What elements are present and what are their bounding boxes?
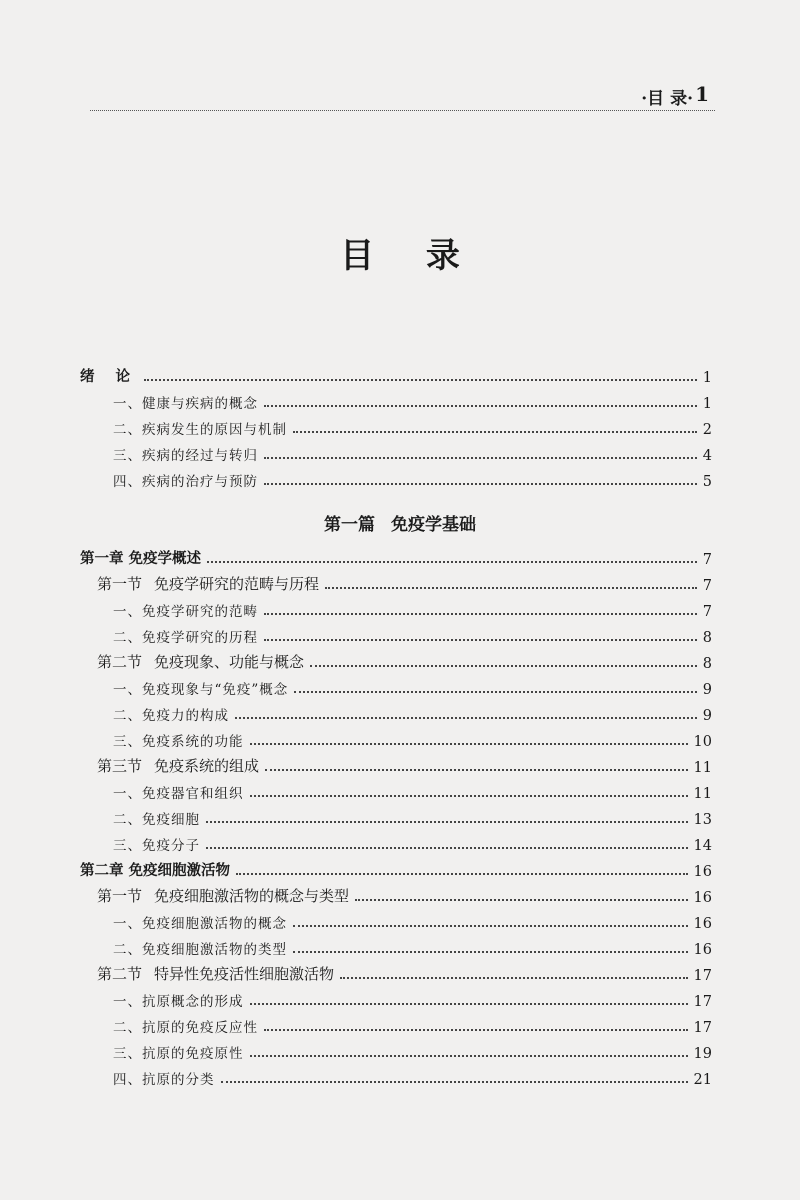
entry-page: 16 [693, 864, 712, 880]
toc-entry-intro[interactable] [80, 362, 712, 386]
part-number: 第一篇 [324, 515, 375, 535]
dot-leader [235, 717, 697, 719]
toc-entry-chapter[interactable] [80, 544, 712, 568]
entry-title: 二、免疫学研究的历程 [113, 630, 258, 646]
toc-entry[interactable] [113, 440, 712, 464]
entry-page: 9 [702, 708, 712, 724]
entry-title: 免疫学研究的范畴与历程 [154, 575, 320, 593]
entry-page: 9 [702, 682, 712, 698]
entry-title: 二、抗原的免疫反应性 [113, 1020, 258, 1036]
toc-entry-section[interactable] [97, 752, 712, 776]
toc-entry[interactable] [113, 1012, 712, 1036]
dot-leader [144, 379, 697, 381]
entry-page: 13 [693, 812, 712, 828]
toc-entry[interactable] [113, 388, 712, 412]
toc-entry[interactable] [113, 596, 712, 620]
entry-title: 四、疾病的治疗与预防 [113, 474, 258, 490]
dot-leader [250, 743, 688, 745]
toc-entry[interactable] [113, 1064, 712, 1088]
dot-leader [264, 1029, 688, 1031]
entry-title: 二、免疫力的构成 [113, 708, 229, 724]
entry-title: 一、抗原概念的形成 [113, 994, 244, 1010]
entry-page: 7 [702, 552, 712, 568]
part-heading [0, 510, 800, 535]
toc-entry[interactable] [113, 414, 712, 438]
toc-entry[interactable] [113, 700, 712, 724]
entry-title: 绪 论 [80, 369, 139, 385]
entry-page: 11 [693, 760, 712, 776]
entry-title: 一、免疫学研究的范畴 [113, 604, 258, 620]
section-number: 第二节 [97, 965, 143, 983]
dot-leader [264, 613, 697, 615]
dot-leader [264, 457, 697, 459]
toc-entry[interactable] [113, 804, 712, 828]
entry-title: 免疫现象、功能与概念 [154, 653, 305, 671]
section-number: 第二节 [97, 653, 143, 671]
entry-page: 1 [702, 370, 712, 386]
toc-entry[interactable] [113, 830, 712, 854]
entry-page: 17 [693, 1020, 712, 1036]
entry-title: 三、免疫系统的功能 [113, 734, 244, 750]
entry-page: 16 [693, 942, 712, 958]
entry-title: 四、抗原的分类 [113, 1072, 215, 1088]
toc-entry[interactable] [113, 986, 712, 1010]
toc-entry[interactable] [113, 908, 712, 932]
toc-entry-section[interactable] [97, 882, 712, 906]
entry-title: 第二章 免疫细胞激活物 [80, 863, 231, 879]
entry-page: 19 [693, 1046, 712, 1062]
entry-page: 11 [693, 786, 712, 802]
section-number: 第三节 [97, 757, 143, 775]
dot-leader [294, 691, 696, 693]
dot-leader [325, 587, 697, 589]
entry-page: 8 [702, 656, 712, 672]
running-header [90, 84, 715, 111]
entry-title: 三、抗原的免疫原性 [113, 1046, 244, 1062]
dot-leader [293, 431, 697, 433]
section-number: 第一节 [97, 575, 143, 593]
entry-title: 免疫细胞激活物的概念与类型 [154, 887, 350, 905]
entry-page: 16 [693, 890, 712, 906]
entry-title: 一、免疫器官和组织 [113, 786, 244, 802]
toc-entry-section[interactable] [97, 570, 712, 594]
entry-page: 21 [693, 1072, 712, 1088]
entry-page: 4 [702, 448, 712, 464]
entry-page: 2 [702, 422, 712, 438]
toc-entry-chapter[interactable] [80, 856, 712, 880]
entry-page: 7 [702, 604, 712, 620]
entry-page: 10 [693, 734, 712, 750]
entry-page: 17 [693, 968, 712, 984]
entry-title: 一、健康与疾病的概念 [113, 396, 258, 412]
toc-entry[interactable] [113, 726, 712, 750]
dot-leader [250, 1055, 688, 1057]
entry-title: 二、免疫细胞 [113, 812, 200, 828]
dot-leader [206, 821, 688, 823]
toc-entry-section[interactable] [97, 960, 712, 984]
dot-leader [264, 483, 697, 485]
entry-page: 8 [702, 630, 712, 646]
dot-leader [236, 873, 687, 875]
toc-entry[interactable] [113, 934, 712, 958]
entry-page: 14 [693, 838, 712, 854]
part-title: 免疫学基础 [391, 515, 476, 535]
toc-entry[interactable] [113, 466, 712, 490]
dot-leader [310, 665, 697, 667]
dot-leader [265, 769, 688, 771]
dot-leader [264, 639, 697, 641]
dot-leader [221, 1081, 688, 1083]
dot-leader [340, 977, 688, 979]
toc-entry-section[interactable] [97, 648, 712, 672]
entry-title: 一、免疫细胞激活物的概念 [113, 916, 287, 932]
dot-leader [250, 1003, 688, 1005]
dot-leader [264, 405, 697, 407]
dot-leader [293, 951, 688, 953]
dot-leader [206, 847, 688, 849]
entry-page: 16 [693, 916, 712, 932]
page-title: 目 录 [340, 236, 480, 276]
header-page-number: 1 [695, 82, 709, 106]
entry-title: 二、免疫细胞激活物的类型 [113, 942, 287, 958]
entry-title: 三、免疫分子 [113, 838, 200, 854]
toc-entry[interactable] [113, 622, 712, 646]
entry-title: 一、免疫现象与“免疫”概念 [113, 682, 289, 698]
dot-leader [355, 899, 688, 901]
toc-entry[interactable] [113, 674, 712, 698]
entry-title: 二、疾病发生的原因与机制 [113, 422, 287, 438]
toc-entry[interactable] [113, 778, 712, 802]
dot-leader [293, 925, 688, 927]
entry-title: 免疫系统的组成 [154, 757, 260, 775]
entry-title: 特异性免疫活性细胞激活物 [154, 965, 335, 983]
entry-page: 1 [702, 396, 712, 412]
section-number: 第一节 [97, 887, 143, 905]
entry-title: 三、疾病的经过与转归 [113, 448, 258, 464]
entry-page: 5 [702, 474, 712, 490]
dot-leader [250, 795, 688, 797]
entry-page: 7 [702, 578, 712, 594]
dot-leader [207, 561, 697, 563]
entry-page: 17 [693, 994, 712, 1010]
toc-entry[interactable] [113, 1038, 712, 1062]
entry-title: 第一章 免疫学概述 [80, 551, 202, 567]
header-text: ·目 录· [641, 89, 693, 109]
